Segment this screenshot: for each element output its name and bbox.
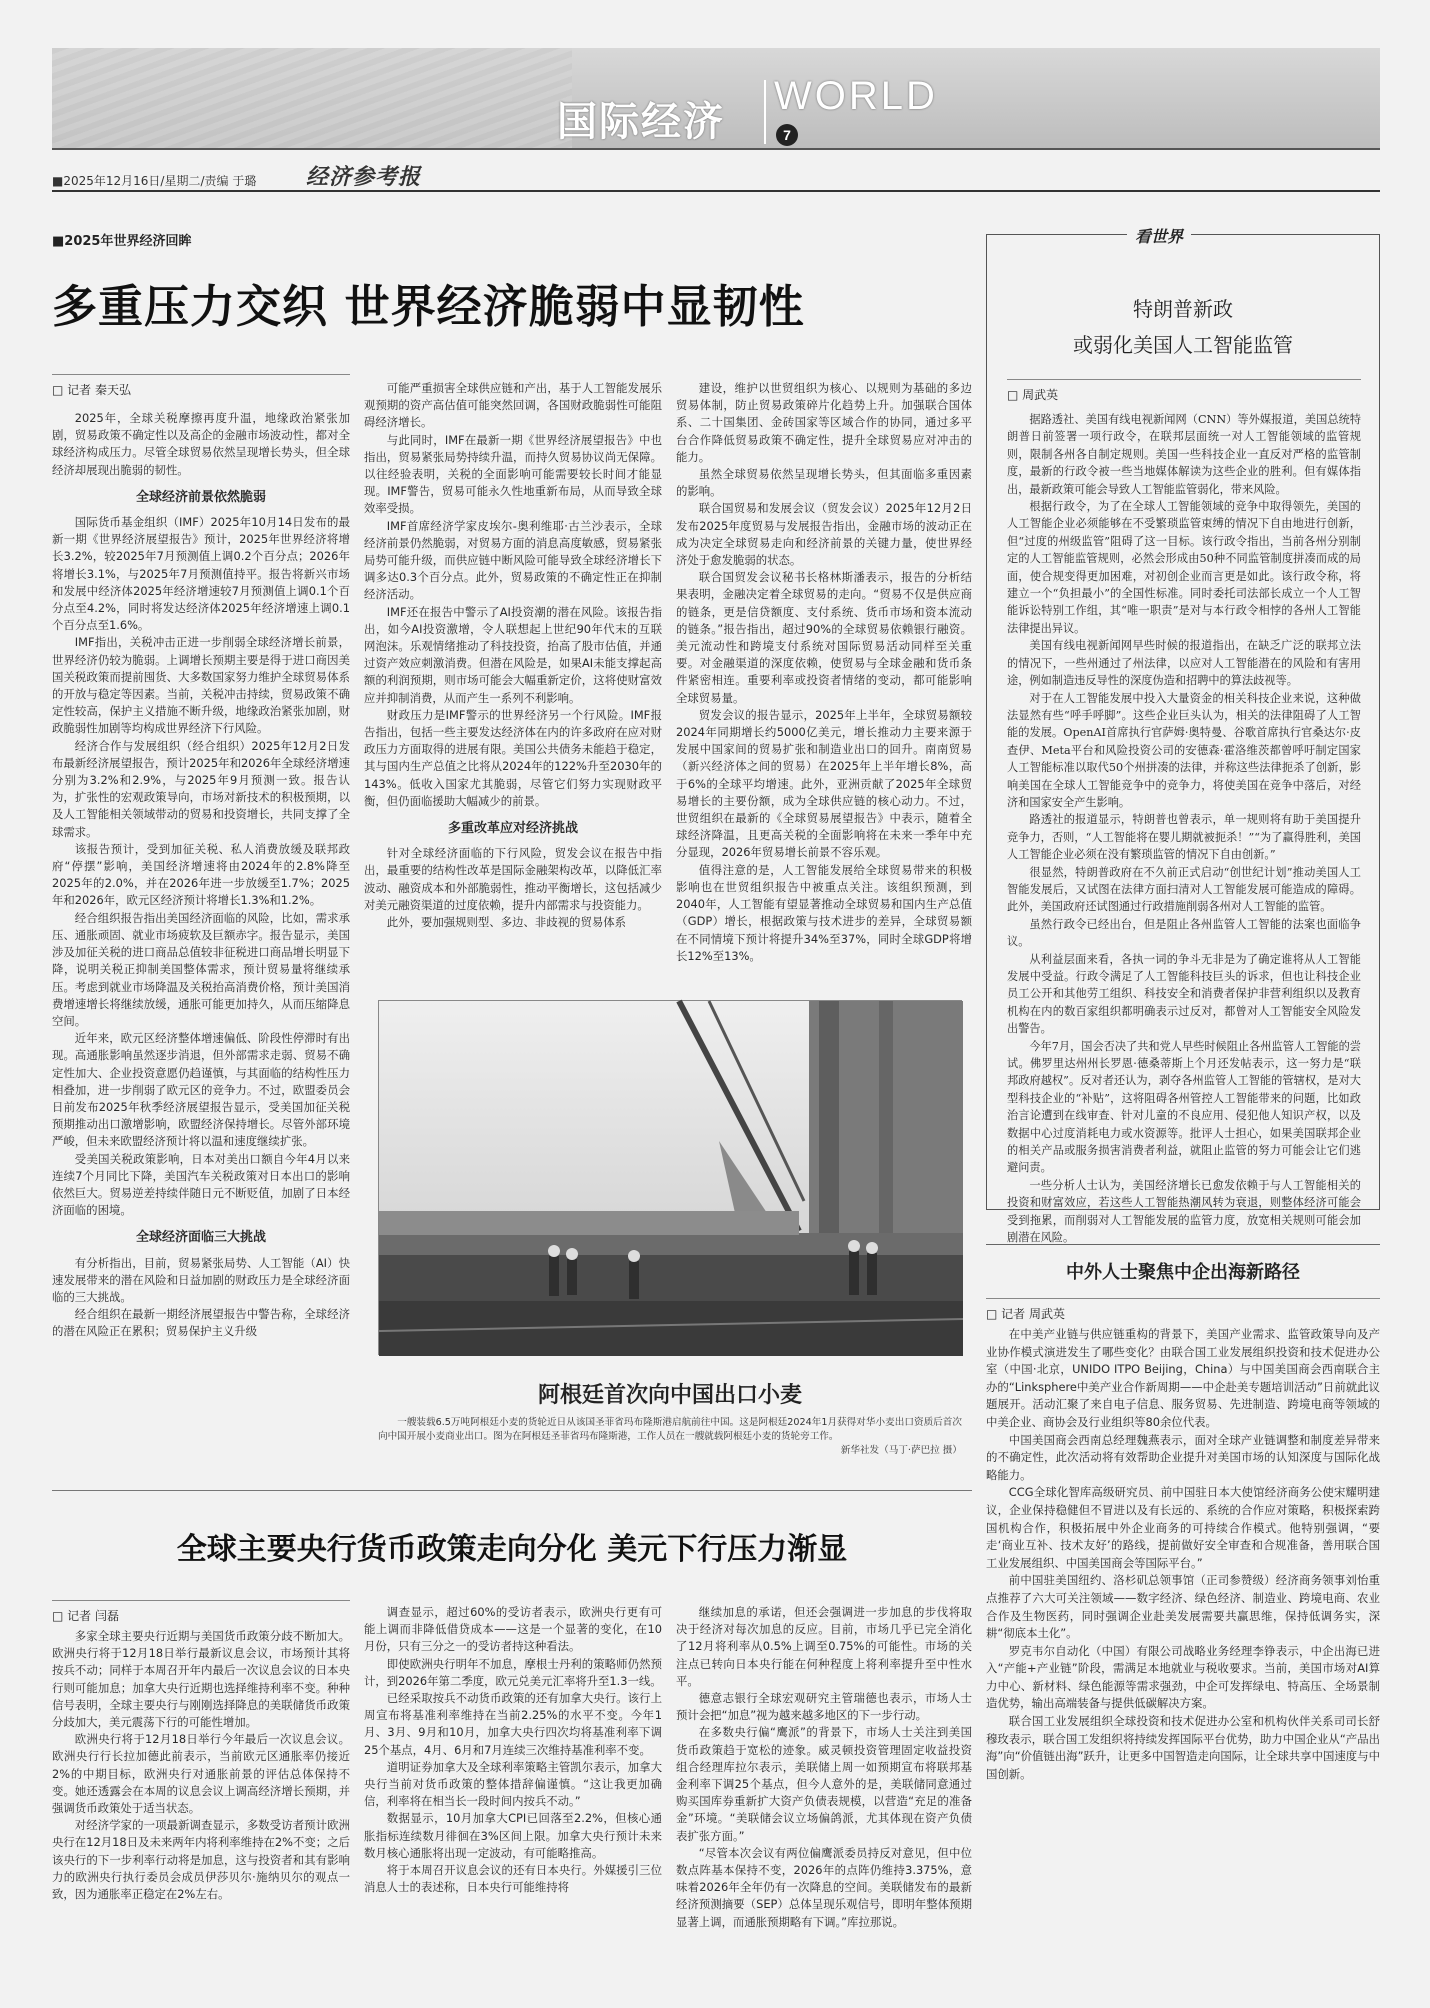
main-col-2 <box>364 380 662 950</box>
paragraph: CCG全球化智库高级研究员、前中国驻日本大使馆经济商务公使宋耀明建议，企业保持稳健但不冒进以及有长远的、系统的合作应对策略，积极探索跨国机构合作，积极拓展中外企业商务的可持续合作模式。他特别强调，“要走‘商业互补、技术友好’的路线，提前做好安全审查和合规准备，善用联合国工业发展组织、中国美国商会等国际平台。” <box>986 1485 1380 1570</box>
paragraph: IMF指出，关税冲击正进一步削弱全球经济增长前景，世界经济仍较为脆弱。上调增长预期主要是得于进口商因美国关税政策而提前囤货、大多数国家努力维护全球贸易体系的开放与稳定等因素。当前，关税冲击持续，贸易政策不确定性较高，保护主义措施不断升级，地缘政治紧张加剧，财政脆弱性加剧等均构成世界经济下行风险。 <box>52 635 350 736</box>
bottom-col-2 <box>364 1604 662 1976</box>
paragraph: 针对全球经济面临的下行风险，贸发会议在报告中指出，最重要的结构性改革是国际金融架构改革，以降低汇率波动、融资成本和外部脆弱性，推动平衡增长，这包括减少对美元融资渠道的过度依赖，提升内部需求与投资能力。 <box>364 846 662 912</box>
paragraph: 建设，维护以世贸组织为核心、以规则为基础的多边贸易体制，防止贸易政策碎片化趋势上升。加强联合国体系、二十国集团、金砖国家等区域合作的协同，通过多平台合作降低贸易政策不确定性，提升全球贸易应对冲击的能力。 <box>676 381 972 464</box>
paragraph: 一些分析人士认为，美国经济增长已愈发依赖于与人工智能相关的投资和财富效应，若这些人工智能热潮风转为衰退，则整体经济可能会受到拖累，而削弱对人工智能发展的监管力度，放宽相关规则可能会加剧潜在风险。 <box>1007 1178 1361 1245</box>
banner-texture <box>52 48 572 148</box>
paragraph: 虽然全球贸易依然呈现增长势头，但其面临多重因素的影响。 <box>676 467 972 499</box>
paragraph: 将于本周召开议息会议的还有日本央行。外媒援引三位消息人士的表述称，日本央行可能维持将 <box>364 1863 662 1895</box>
paragraph: “尽管本次会议有两位偏鹰派委员持反对意见，但中位数点阵基本保持不变，2026年的点阵仍维持3.375%，意味着2026年全年仍有一次降息的空间。美联储发布的最新经济预测摘要（SEP）总体呈现乐观信号，即明年整体预期显著上调，而通胀预期略有下调。”库拉那说。 <box>676 1845 972 1929</box>
paragraph: 经合组织在最新一期经济展望报告中警告称，全球经济的潜在风险正在累积；贸易保护主义升级 <box>52 1307 350 1339</box>
paragraph: 前中国驻美国纽约、洛杉矶总领事馆（正司参赞级）经济商务领事刘怡重点推荐了六大可关注领域——数字经济、绿色经济、制造业、跨境电商、农业合作及生物医药，同时强调企业赴美发展需要共赢思维，保持低调务实，深耕“彻底本土化”。 <box>986 1573 1380 1641</box>
right-story-byline <box>986 1298 1380 1322</box>
paragraph: 中国美国商会西南总经理魏燕表示，面对全球产业链调整和制度差异带来的不确定性，此次活动将有效帮助企业提升对美国市场的认知深度与国际化战略能力。 <box>986 1432 1380 1482</box>
paragraph: 今年7月，国会否决了共和党人早些时候阻止各州监管人工智能的尝试。佛罗里达州州长罗恩·德桑蒂斯上个月还发帖表示，这一努力是“联邦政府越权”。反对者还认为，剥夺各州监管人工智能的管辖权，是对大型科技企业的“补贴”，这将阻碍各州管控人工智能带来的问题，比如政治言论遭到在线审查、针对儿童的不良应用、侵犯他人知识产权，以及数据中心过度消耗电力或水资源等。批评人士担心，如果美国联邦企业的相关产品或服务损害消费者利益，就阻止监管的努力可能会让它们逃避问责。 <box>1007 1039 1361 1175</box>
paragraph: 对于在人工智能发展中投入大量资金的相关科技企业来说，这种做法显然有些“呼手呼脚”。这些企业巨头认为，相关的法律阻碍了人工智能的发展。OpenAI首席执行官萨姆·奥特曼、谷歌首席执行官桑达尔·皮查伊、Meta平台和风险投资公司的安德森·霍洛维茨都曾呼吁制定国家人工智能标准以取代50个州拼凑的法律，并称这些法律扼杀了创新，影响美国在全球人工智能竞争中的竞争力，将使美国在竞争中落后，对经济和国家安全产生影响。 <box>1007 691 1361 809</box>
paragraph: 近年来，欧元区经济整体增速偏低、阶段性停滞时有出现。高通胀影响虽然逐步消退，但外部需求走弱、贸易不确定性加大、企业投资意愿仍趋谨慎，与其面临的结构性压力相叠加，进一步削弱了欧元区的竞争力。不过，欧盟委员会日前发布2025年秋季经济展望报告显示，受美国加征关税预期推动出口激增影响，欧盟经济保持增长。尽管外部环境严峻，但未来欧盟经济预计将以温和速度继续扩张。 <box>52 1031 350 1149</box>
paragraph: IMF首席经济学家皮埃尔-奥利维耶·古兰沙表示，全球经济前景仍然脆弱，对贸易方面的消息高度敏感，贸易紧张局势可能升级，而供应链中断风险可能导致全球经济增长下调多达0.3个百分点。此外，贸易政策的不确定性正在抑制经济活动。 <box>364 518 662 602</box>
section-divider <box>764 80 766 144</box>
paragraph: 虽然行政令已经出台，但是阻止各州监管人工智能的法案也面临争议。 <box>1007 917 1361 949</box>
photo-caption-title: 阿根廷首次向中国出口小麦 <box>537 1383 802 1408</box>
paragraph: 有分析指出，目前，贸易紧张局势、人工智能（AI）快速发展带来的潜在风险和日益加剧的财政压力是全球经济面临的三大挑战。 <box>52 1255 350 1304</box>
masthead-banner <box>52 48 1380 150</box>
news-photo <box>378 1000 962 1355</box>
dateline: ■2025年12月16日/星期二/责编 于璐 <box>52 174 257 188</box>
paragraph: 数据显示，10月加拿大CPI已回落至2.2%，但核心通胀指标连续数月徘徊在3%区间上限。加拿大央行预计未来数月核心通胀将出现一定波动，有可能略推高。 <box>364 1811 662 1860</box>
subhead-1: 全球经济前景依然脆弱 <box>135 489 266 505</box>
paragraph: 很显然，特朗普政府在不久前正式启动“创世纪计划”推动美国人工智能发展后，又试图在法律方面扫清对人工智能发展可能造成的障碍。此外，美国政府还试图通过行政措施削弱各州对人工智能的监管。 <box>1007 865 1361 914</box>
bottom-col-3 <box>676 1604 972 1976</box>
bottom-separator <box>52 1490 972 1491</box>
photo-caption <box>378 1416 962 1458</box>
paragraph: 德意志银行全球宏观研究主管瑞德也表示，市场人士预计会把“加息”视为越来越多地区的下一步行动。 <box>676 1691 972 1723</box>
photo-caption-text: 一艘装载6.5万吨阿根廷小麦的货轮近日从该国圣菲省玛布隆斯港启航前往中国。这是阿根廷2024年1月获得对华小麦出口资质后首次向中国开展小麦商业出口。图为在阿根廷圣菲省玛布隆斯港，工作人员在一艘就载阿根廷小麦的货轮旁工作。 <box>378 1417 962 1442</box>
paragraph: IMF还在报告中警示了AI投资潮的潜在风险。该报告指出，如今AI投资激增，令人联想起上世纪90年代末的互联网泡沫。乐观情绪推动了科技投资，抬高了股市估值，并通过资产效应刺激消费。但潜在风险是，如果AI未能支撑起高额的利润预期，则市场可能会大幅重新定价，这将使财富效应并抑制消费，从而产生一系列不利影响。 <box>364 604 662 705</box>
main-col-3 <box>676 380 972 963</box>
paragraph: 调查显示，超过60%的受访者表示，欧洲央行更有可能上调而非降低借贷成本——这是一个显著的变化，在10月份，只有三分之一的受访者持这种看法。 <box>364 1605 662 1654</box>
byline-text: 记者 秦天弘 <box>67 383 131 397</box>
right-story-text <box>986 1326 1380 1966</box>
main-headline: 多重压力交织 世界经济脆弱中显韧性 <box>52 280 805 333</box>
main-col-1 <box>52 410 350 1465</box>
paragraph: 经合组织报告指出美国经济面临的风险，比如，需求承压、通胀顽固、就业市场疲软及巨额赤字。报告显示，美国涉及加征关税的进口商品总值较非征税进口商品增长明显下降，说明关税正抑制美国整体需求，预计贸易量将继续承压。考虑到就业市场降温及关税抬高消费价格，预计美国消费增速增长将继续放缓，通胀可能更加持久，从而压缩降息空间。 <box>52 910 350 1028</box>
paragraph: 该报告预计，受到加征关税、私人消费放缓及联邦政府“停摆”影响，美国经济增速将由2024年的2.8%降至2025年的2.0%，并在2026年进一步放缓至1.7%；2025年和2026年，欧元区经济预计将增长1.3%和1.2%。 <box>52 841 350 908</box>
bottom-byline-text: 记者 闫磊 <box>67 1609 119 1623</box>
header-rule <box>52 190 1380 192</box>
paragraph: 2025年，全球关税摩擦再度升温，地缘政治紧张加剧，贸易政策不确定性以及高企的金融市场波动性，都对全球经济构成压力。尽管全球贸易依然呈现增长势头，但全球经济却展现出脆弱的韧性。 <box>52 411 350 477</box>
paragraph: 联合国工业发展组织全球投资和技术促进办公室和机构伙伴关系司司长舒穆玫表示，联合国工发组织将持续发挥国际平台优势，助力中国企业从“产品出海”向“价值链出海”跃升，让更多中国智造走向国际，让全球共享中国速度与中国创新。 <box>986 1714 1380 1781</box>
right-story-headline: 中外人士聚焦中企出海新路径 <box>1066 1262 1300 1283</box>
paragraph: 财政压力是IMF警示的世界经济另一个行风险。IMF报告指出，包括一些主要发达经济体在内的许多政府在应对财政压力方面取得的进展有限。美国公共债务未能趋于稳定，其与国内生产总值之比将从2024年的122%升至2030年的143%。低收入国家尤其脆弱，尽管它们努力实现财政平衡，但仍面临援助大幅减少的前景。 <box>364 707 662 808</box>
sidebar-text <box>1007 411 1361 1245</box>
paragraph: 国际货币基金组织（IMF）2025年10月14日发布的最新一期《世界经济展望报告》预计，2025年世界经济将增长3.2%，较2025年7月预测值上调0.2个百分点；2026年将增长3.1%，与2025年7月预测值持平。报告将新兴市场和发展中经济体2025年经济增速较7月预测值上调0.1个百分点至4.2%，同时将发达经济体2025年经济增速上调0.1个百分点至1.6%。 <box>52 515 350 633</box>
story-kicker: ■2025年世界经济回眸 <box>52 234 192 249</box>
paragraph: 受美国关税政策影响，日本对美出口额自今年4月以来连续7个月同比下降，美国汽车关税政策对日本出口的影响依然巨大。贸易逆差持续伴随日元不断贬值，加剧了日本经济面临的困境。 <box>52 1151 350 1218</box>
paragraph: 可能严重损害全球供应链和产出，基于人工智能发展乐观预期的资产高估值可能突然回调，各国财政脆弱性可能阻碍经济增长。 <box>364 381 662 430</box>
paragraph: 根据行政令，为了在全球人工智能领域的竞争中取得领先，美国的人工智能企业必须能够在不受繁琐监管束缚的情况下自由地进行创新，但“过度的州级监管”阻碍了这一目标。该行政令指出，当前各州分别制定的人工智能监管规则，必然会形成由50种不同监管制度拼凑而成的局面，使合规变得更加困难，对初创企业而言更是如此。该行政令称，将建立一个“负担最小”的全国性标准。同时委托司法部长成立一个人工智能诉讼特别工作组，其“唯一职责”是对与本行政令相悖的各州人工智能法律提出异议。 <box>1007 500 1361 635</box>
paragraph: 据路透社、美国有线电视新闻网（CNN）等外媒报道，美国总统特朗普日前签署一项行政令，在联邦层面统一对人工智能领域的监管规则，限制各州各自制定规则。美国一些科技企业一直反对严格的监管制度，最新的行政令被一些当地媒体解读为这些企业的胜利。但有媒体指出，最新政策可能会导致人工智能监管弱化，带来风险。 <box>1007 413 1361 496</box>
paragraph: 已经采取按兵不动货币政策的还有加拿大央行。该行上周宣布将基准利率维持在当前2.25%的水平不变。今年1月、3月、9月和10月，加拿大央行四次均将基准利率下调25个基点，4月、6月和7月连续三次维持基准利率不变。 <box>364 1691 662 1757</box>
paragraph: 继续加息的承诺，但还会强调进一步加息的步伐将取决于经济对每次加息的反应。目前，市场几乎已完全消化了12月将利率从0.5%上调至0.75%的可能性。市场的关注点已转向日本央行能在何种程度上将利率提升至中性水平。 <box>676 1605 972 1688</box>
paragraph: 此外，要加强规则型、多边、非歧视的贸易体系 <box>386 915 627 930</box>
paragraph: 即使欧洲央行明年不加息，摩根士丹利的策略师仍然预计，到2026年第二季度，欧元兑美元汇率将升至1.3一线。 <box>364 1656 662 1688</box>
paragraph: 与此同时，IMF在最新一期《世界经济展望报告》中也指出，贸易紧张局势持续升温，而持久贸易协议尚无保障。以往经验表明，关税的全面影响可能需要较长时间才能显现。IMF警告，贸易可能永久性地重新布局，从而导致全球效率受损。 <box>364 432 662 516</box>
right-byline-text: 记者 周武英 <box>1001 1307 1065 1321</box>
paragraph: 美国有线电视新闻网早些时候的报道指出，在缺乏广泛的联邦立法的情况下，一些州通过了州法律，以应对人工智能潜在的风险和有害用途，例如制造违反导性的深度伪造和招聘中的算法歧视等。 <box>1007 639 1361 688</box>
sidebar-headline-1: 特朗普新政 <box>1133 297 1233 321</box>
paragraph: 罗克韦尔自动化（中国）有限公司战略业务经理李铮表示，中企出海已进入“产能+产业链”阶段，需满足本地就业与税收要求。当前，美国市场对AI算力中心、新材料、绿色能源等需求强劲，中企可发挥绿电、特高压、全场景制造优势，输出高端装备与提供低碳解决方案。 <box>986 1643 1380 1711</box>
section-title-en: WORLD <box>774 74 938 118</box>
paragraph: 道明证券加拿大及全球利率策略主管凯尔表示，加拿大央行当前对货币政策的整体措辞偏谨慎。“这让我更加确信，利率将在相当长一段时间内按兵不动。” <box>364 1759 662 1809</box>
paragraph: 多家全球主要央行近期与美国货币政策分歧不断加大。欧洲央行将于12月18日举行最新议息会议，市场预计其将按兵不动；同样于本周召开年内最后一次议息会议的日本央行则可能加息；加拿大央行近期也选择维持利率不变。种种信号表明，全球主要央行与刚刚选择降息的美联储货币政策分歧加大，美元震荡下行的可能性增加。 <box>52 1629 350 1730</box>
paragraph: 贸发会议的报告显示，2025年上半年，全球贸易额较2024年同期增长约5000亿美元，增长推动力主要来源于发展中国家间的贸易扩张和制造业出口的回升。南南贸易（新兴经济体之间的贸易）在2025年上半年增长8%，高于6%的全球平均增速。此外，亚洲贡献了2025年全球贸易增长的主要份额，成为全球供应链的核心动力。不过，世贸组织在最新的《全球贸易展望报告》中表示，随着全球经济降温，且更高关税的全面影响将在未来一季年中充分显现，2026年贸易增长前景不容乐观。 <box>676 707 972 860</box>
section-title: 国际经济 <box>557 99 725 145</box>
paragraph: 路透社的报道显示，特朗普也曾表示，单一规则将有助于美国提升竞争力，否则，“人工智能将在婴儿期就被扼杀！”“为了赢得胜利，美国人工智能企业必须在没有繁琐监管的情况下自由创新。” <box>1007 813 1361 862</box>
paragraph: 值得注意的是，人工智能发展给全球贸易带来的积极影响也在世贸组织报告中被重点关注。该组织预测，到2040年，人工智能有望显著推动全球贸易和国内生产总值（GDP）增长，根据政策与技术进步的差异，全球贸易额在不同情境下预计将提升34%至37%，同时全球GDP将增长12%至13%。 <box>676 862 972 963</box>
right-story-rule <box>986 1244 1380 1245</box>
paper-logo: 经济参考报 <box>306 164 422 190</box>
paragraph: 在中美产业链与供应链重构的背景下，美国产业需求、监管政策导向及产业协作模式演进发生了哪些变化？由联合国工业发展组织投资和技术促进办公室（中国·北京，UNIDO ITPO Beijing，China）与中国美国商会西南联合主办的“Linksphere中美产业合作新周期——中企赴美专题培训活动”日前就此议题展开。活动汇聚了来自电子信息、服务贸易、先进制造、跨境电商等领域的中美企业、商协会及行业组织等80余位代表。 <box>986 1327 1380 1429</box>
subhead-2: 全球经济面临三大挑战 <box>135 1230 266 1246</box>
paragraph: 经济合作与发展组织（经合组织）2025年12月2日发布最新经济展望报告，预计2025年和2026年全球经济增速分别为3.2%和2.9%，与2025年9月预测一致。报告认为，扩张性的宏观政策导向，市场对新技术的积极预期，以及人工智能相关领域带动的贸易和投资增长，共同支撑了全球需求。 <box>52 738 350 839</box>
main-byline <box>52 374 350 398</box>
subhead-3: 多重改革应对经济挑战 <box>447 821 578 837</box>
bottom-byline <box>52 1600 350 1624</box>
paragraph: 对经济学家的一项最新调查显示，多数受访者预计欧洲央行在12月18日及未来两年内将利率维持在2%不变；之后该央行的下一步利率行动将是加息，这与投资者和其有影响力的欧洲央行执行委员会成员伊莎贝尔·施纳贝尔的观点一致，因为通胀率正稳定在2%左右。 <box>52 1818 350 1902</box>
photo-credit: 新华社发（马丁·萨巴拉 摄） <box>840 1445 962 1456</box>
paragraph: 从利益层面来看，各执一词的争斗无非是为了确定谁将从人工智能发展中受益。行政令满足了人工智能科技巨头的诉求，但也让科技企业员工公开和其他劳工组织、科技安全和消费者保护非营利组织以及教育机构在内的数百家组织都明确表示过反对，都曾对人工智能安全风险发出警告。 <box>1007 952 1361 1036</box>
bottom-headline: 全球主要央行货币政策走向分化 美元下行压力渐显 <box>176 1532 848 1567</box>
sidebar-box <box>986 227 1380 1245</box>
bottom-col-1 <box>52 1628 350 1976</box>
sidebar-byline <box>1007 379 1361 403</box>
ship-photo-image <box>379 1001 963 1356</box>
sidebar-headline-2: 或弱化美国人工智能监管 <box>1073 333 1293 357</box>
paragraph: 欧洲央行将于12月18日举行今年最后一次议息会议。欧洲央行行长拉加德此前表示，当前欧元区通胀率仍接近2%的中期目标，欧洲央行对通胀前景的评估总体保持不变。她还透露会在本周的议息会议上调高经济增长预期，并强调货币政策处于适当状态。 <box>52 1732 350 1816</box>
paragraph: 联合国贸发会议秘书长格林斯潘表示，报告的分析结果表明，金融决定着全球贸易的走向。“贸易不仅是供应商的链条，更是信贷额度、支付系统、货币市场和资本流动的链条。”报告指出，超过90%的全球贸易依赖银行融资。美元流动性和跨境支付系统对国际贸易活动同样至关重要。对金融渠道的深度依赖，使贸易与全球金融和货币条件紧密相连。重要利率或投资者情绪的变动，都可能影响全球贸易量。 <box>676 570 972 705</box>
paragraph: 联合国贸易和发展会议（贸发会议）2025年12月2日发布2025年度贸易与发展报告指出，金融市场的波动正在成为决定全球贸易走向和经济前景的关键力量，使世界经济处于愈发脆弱的状态。 <box>676 501 972 568</box>
sidebar-byline-text: 周武英 <box>1022 388 1059 402</box>
paragraph: 在多数央行偏“鹰派”的背景下，市场人士关注到美国货币政策趋于宽松的迹象。威灵顿投资管理固定收益投资组合经理库拉尔表示，美联储上周一如预期宣布将联邦基金利率下调25个基点，但今人意外的是，美联储同意通过购买国库券重新扩大资产负债表规模，以营造“充足的准备金”环境。“美联储会议立场偏鸽派，尤其体现在资产负债表扩张方面。” <box>676 1725 972 1843</box>
sidebar-label: 看世界 <box>1127 224 1191 247</box>
page-number: 7 <box>776 124 798 146</box>
